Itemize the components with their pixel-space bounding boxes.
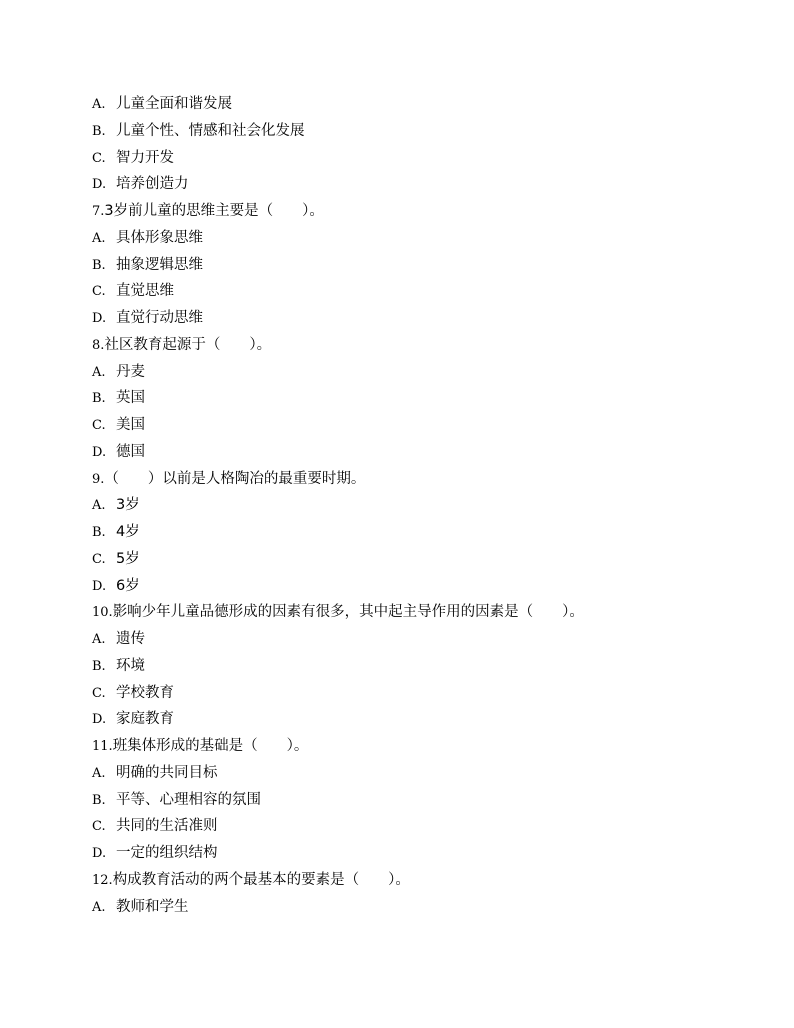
question-text: 构成教育活动的两个最基本的要素是（ ）。 xyxy=(112,871,410,888)
answer-option xyxy=(92,626,732,653)
option-letter: D. xyxy=(92,846,107,861)
option-letter: B. xyxy=(92,123,106,139)
answer-option xyxy=(92,278,732,305)
option-text: 儿童个性、情感和社会化发展 xyxy=(116,122,305,139)
question-stem xyxy=(92,599,732,626)
question-text: 班集体形成的基础是（ ）。 xyxy=(112,738,309,754)
answer-option xyxy=(92,91,732,118)
question-text: （ ）以前是人格陶冶的最重要时期。 xyxy=(104,470,366,487)
option-letter: A. xyxy=(92,498,106,514)
option-text: 英国 xyxy=(116,390,145,407)
answer-option xyxy=(92,840,732,867)
question-text: 3岁前儿童的思维主要是（ ）。 xyxy=(104,203,324,219)
answer-option xyxy=(92,894,732,921)
answer-option xyxy=(92,760,732,787)
question-number: 11. xyxy=(92,739,113,754)
option-text: 丹麦 xyxy=(116,363,145,380)
answer-option xyxy=(92,546,732,573)
question-number: 7. xyxy=(92,204,105,219)
option-letter: C. xyxy=(92,150,106,166)
option-letter: D. xyxy=(92,578,107,594)
answer-option xyxy=(92,706,732,733)
option-letter: B. xyxy=(92,792,106,808)
question-number: 12. xyxy=(92,872,113,888)
answer-option xyxy=(92,787,732,814)
option-letter: B. xyxy=(92,658,106,674)
option-text: 遗传 xyxy=(116,631,145,647)
option-text: 具体形象思维 xyxy=(116,229,203,246)
question-list xyxy=(92,91,732,920)
option-letter: C. xyxy=(92,551,106,567)
option-text: 3岁 xyxy=(116,497,140,514)
question-text: 影响少年儿童品德形成的因素有很多，其中起主导作用的因素是（ ）。 xyxy=(112,604,584,621)
option-letter: C. xyxy=(92,819,106,835)
option-text: 6岁 xyxy=(116,577,140,594)
answer-option xyxy=(92,305,732,332)
question-stem xyxy=(92,867,732,894)
option-letter: A. xyxy=(92,899,106,915)
option-text: 学校教育 xyxy=(116,684,174,701)
option-letter: D. xyxy=(92,712,107,728)
answer-option xyxy=(92,252,732,279)
option-text: 5岁 xyxy=(116,550,140,567)
option-text: 平等、心理相容的氛围 xyxy=(116,791,261,808)
option-text: 德国 xyxy=(116,443,145,460)
option-letter: C. xyxy=(92,284,106,300)
answer-option xyxy=(92,439,732,466)
option-text: 直觉思维 xyxy=(116,283,174,300)
answer-option xyxy=(92,813,732,840)
option-letter: A. xyxy=(92,364,106,380)
option-letter: A. xyxy=(92,230,106,246)
option-letter: A. xyxy=(92,97,106,112)
option-letter: A. xyxy=(92,765,106,781)
option-letter: D. xyxy=(92,177,107,193)
option-letter: A. xyxy=(92,632,106,647)
option-text: 直觉行动思维 xyxy=(116,310,203,326)
option-letter: C. xyxy=(92,418,106,433)
option-text: 抽象逻辑思维 xyxy=(116,256,203,273)
answer-option xyxy=(92,225,732,252)
option-text: 家庭教育 xyxy=(116,711,174,728)
option-letter: C. xyxy=(92,685,106,701)
option-letter: B. xyxy=(92,525,106,540)
answer-option xyxy=(92,573,732,600)
question-number: 8. xyxy=(92,337,105,353)
answer-option xyxy=(92,519,732,546)
option-text: 教师和学生 xyxy=(116,898,189,915)
option-letter: B. xyxy=(92,257,106,273)
question-number: 9. xyxy=(92,471,105,487)
answer-option xyxy=(92,145,732,172)
question-stem xyxy=(92,466,732,493)
option-text: 儿童全面和谐发展 xyxy=(116,96,232,112)
option-text: 美国 xyxy=(116,417,145,433)
answer-option xyxy=(92,653,732,680)
option-letter: D. xyxy=(92,444,107,460)
option-letter: D. xyxy=(92,311,107,326)
option-text: 环境 xyxy=(116,657,145,674)
answer-option xyxy=(92,412,732,439)
answer-option xyxy=(92,385,732,412)
option-text: 智力开发 xyxy=(116,149,174,166)
answer-option xyxy=(92,118,732,145)
option-text: 共同的生活准则 xyxy=(116,818,218,835)
option-text: 一定的组织结构 xyxy=(116,845,218,861)
answer-option xyxy=(92,171,732,198)
question-stem xyxy=(92,198,732,225)
answer-option xyxy=(92,680,732,707)
option-letter: B. xyxy=(92,391,106,407)
option-text: 4岁 xyxy=(116,524,140,540)
answer-option xyxy=(92,359,732,386)
option-text: 明确的共同目标 xyxy=(116,764,218,781)
question-stem xyxy=(92,733,732,760)
option-text: 培养创造力 xyxy=(116,176,189,193)
answer-option xyxy=(92,492,732,519)
question-stem xyxy=(92,332,732,359)
question-number: 10. xyxy=(92,605,113,621)
question-text: 社区教育起源于（ ）。 xyxy=(104,336,272,353)
